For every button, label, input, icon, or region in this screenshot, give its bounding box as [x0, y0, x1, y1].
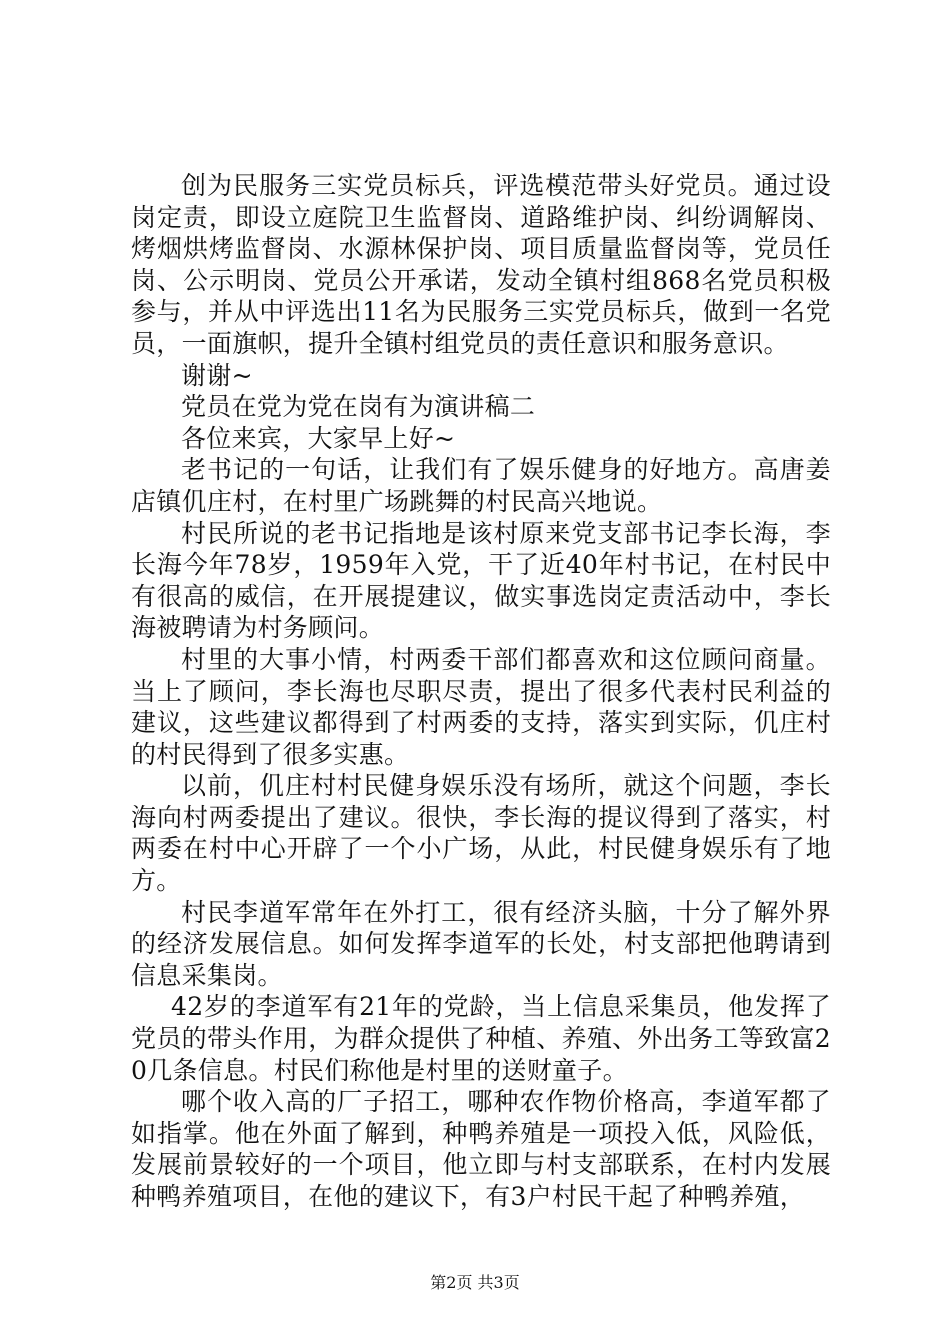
paragraph-1: 创为民服务三实党员标兵，评选模范带头好党员。通过设岗定责，即设立庭院卫生监督岗、道路维护岗、纠纷调解岗、烤烟烘烤监督岗、水源林保护岗、项目质量监督岗等，党员任岗、公示明岗、党员公开承诺，发动全镇村组868名党员积极参与，并从中评选出11名为民服务三实党员标兵，做到一名党员，一面旗帜，提升全镇村组党员的责任意识和服务意识。 [131, 171, 831, 358]
greeting: 各位来宾，大家早上好~ [181, 423, 456, 453]
paragraph-thanks: 谢谢~ [181, 360, 253, 390]
document-body [131, 170, 831, 1213]
paragraph-5: 老书记的一句话，让我们有了娱乐健身的好地方。高唐姜店镇仉庄村，在村里广场跳舞的村民高兴地说。 [131, 455, 831, 516]
paragraph-9: 村民李道军常年在外打工，很有经济头脑，十分了解外界的经济发展信息。如何发挥李道军的长处，村支部把他聘请到信息采集岗。 [131, 897, 831, 990]
page-number: 第2页 共3页 [430, 1273, 520, 1292]
speech-title: 党员在党为党在岗有为演讲稿二 [181, 392, 536, 422]
paragraph-6: 村民所说的老书记指地是该村原来党支部书记李长海，李长海今年78岁，1959年入党，干了近40年村书记，在村民中有很高的威信，在开展提建议，做实事选岗定责活动中，李长海被聘请为村务顾问。 [131, 518, 831, 643]
paragraph-7: 村里的大事小情，村两委干部们都喜欢和这位顾问商量。当上了顾问，李长海也尽职尽责，提出了很多代表村民利益的建议，这些建议都得到了村两委的支持，落实到实际，仉庄村的村民得到了很多实惠。 [131, 644, 831, 769]
paragraph-10: 42岁的李道军有21年的党龄，当上信息采集员，他发挥了党员的带头作用，为群众提供了种植、养殖、外出务工等致富20几条信息。村民们称他是村里的送财童子。 [131, 992, 831, 1085]
paragraph-11: 哪个收入高的厂子招工，哪种农作物价格高，李道军都了如指掌。他在外面了解到，种鸭养殖是一项投入低，风险低，发展前景较好的一个项目，他立即与村支部联系，在村内发展种鸭养殖项目，在他的建议下，有3户村民干起了种鸭养殖， [131, 1087, 831, 1211]
paragraph-8: 以前，仉庄村村民健身娱乐没有场所，就这个问题，李长海向村两委提出了建议。很快，李长海的提议得到了落实，村两委在村中心开辟了一个小广场，从此，村民健身娱乐有了地方。 [131, 771, 831, 896]
